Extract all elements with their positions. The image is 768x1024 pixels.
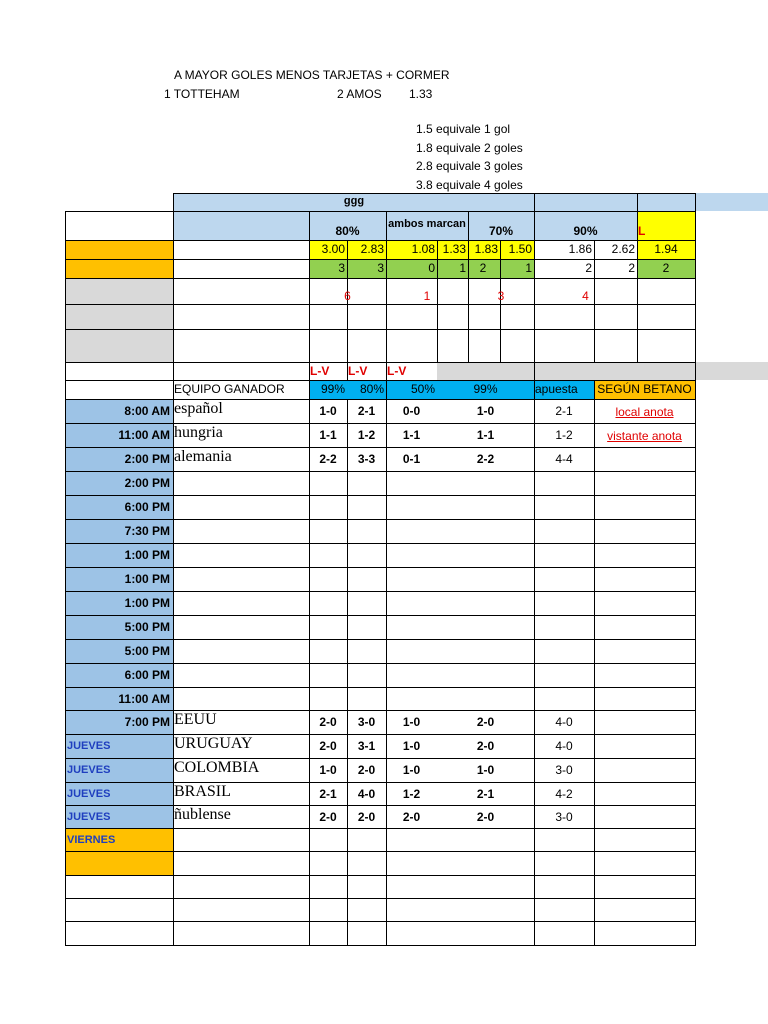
red-total: 1 xyxy=(423,289,431,303)
bet-cell: 4-0 xyxy=(555,715,573,729)
score-cell: 1-0 xyxy=(402,739,421,753)
count-cell: 2 xyxy=(479,261,487,275)
odds-cell: 1.50 xyxy=(508,242,532,256)
bet-cell: 3-0 xyxy=(555,763,573,777)
grey-cell xyxy=(65,329,173,362)
grey-cell xyxy=(65,278,173,304)
odds-cell: 2.62 xyxy=(611,242,635,256)
bet-cell: 4-4 xyxy=(555,452,573,466)
equivalence-line: 2.8 equivale 3 goles xyxy=(416,159,523,173)
score-cell: 1-0 xyxy=(402,715,421,729)
odds-cell: 1.86 xyxy=(568,242,592,256)
score-cell: 3-3 xyxy=(357,452,376,466)
grey-cell xyxy=(65,304,173,329)
time-label: 6:00 PM xyxy=(124,500,170,514)
score-cell: 3-1 xyxy=(357,739,376,753)
odds-cell: 1.94 xyxy=(654,242,678,256)
odds-cell: 1.08 xyxy=(411,242,435,256)
score-cell: 2-0 xyxy=(476,810,495,824)
title-line: A MAYOR GOLES MENOS TARJETAS + CORMER xyxy=(174,68,450,82)
score-cell: 2-2 xyxy=(319,452,337,466)
count-cell: 3 xyxy=(338,261,345,275)
pct-cell: 50% xyxy=(410,382,435,396)
score-cell: 4-0 xyxy=(357,787,376,801)
score-cell: 2-0 xyxy=(476,739,495,753)
time-label: 2:00 PM xyxy=(124,452,170,466)
time-label: 1:00 PM xyxy=(124,548,170,562)
segun-betano-header: SEGÚN BETANO xyxy=(597,382,692,396)
lv-label: L-V xyxy=(310,364,330,378)
count-cell: 1 xyxy=(525,261,532,275)
team-one: 1 TOTTEHAM xyxy=(164,87,240,101)
time-label: 7:00 PM xyxy=(124,715,170,729)
header-fill-right xyxy=(535,193,768,211)
orange-cell xyxy=(65,259,173,278)
time-label: 5:00 PM xyxy=(124,644,170,658)
pct-cell: 99% xyxy=(320,382,345,396)
score-cell: 2-1 xyxy=(476,787,495,801)
score-cell: 2-1 xyxy=(319,787,337,801)
team-name: español xyxy=(174,400,223,417)
score-cell: 2-2 xyxy=(476,452,495,466)
grey-row xyxy=(437,362,768,380)
odds-cell: 1.83 xyxy=(474,242,498,256)
time-label: 1:00 PM xyxy=(124,596,170,610)
equipo-ganador-header: EQUIPO GANADOR xyxy=(174,382,285,396)
time-label: 5:00 PM xyxy=(124,620,170,634)
day-label: JUEVES xyxy=(67,740,111,752)
score-cell: 0-0 xyxy=(402,404,421,418)
apuesta-header: apuesta xyxy=(535,382,578,396)
pct-cell: 99% xyxy=(473,382,498,396)
score-cell: 1-0 xyxy=(476,763,495,777)
team-name: EEUU xyxy=(174,711,217,728)
count-cell: 3 xyxy=(377,261,384,275)
bet-cell: 4-0 xyxy=(555,739,573,753)
score-cell: 2-0 xyxy=(319,739,337,753)
score-cell: 1-0 xyxy=(319,404,337,418)
time-label: 2:00 PM xyxy=(124,476,170,490)
ggg-label: ggg xyxy=(343,195,365,207)
visitante-anota-note: vistante anota xyxy=(607,429,682,443)
score-cell: 2-1 xyxy=(357,404,376,418)
pct90-header: 90% xyxy=(573,224,598,238)
count-cell: 2 xyxy=(585,261,592,275)
score-cell: 1-1 xyxy=(476,428,495,442)
odds-cell: 3.00 xyxy=(321,242,345,256)
bet-cell: 1-2 xyxy=(555,428,573,442)
count-cell: 2 xyxy=(628,261,635,275)
lv-label: L-V xyxy=(387,364,407,378)
time-label: 11:00 AM xyxy=(118,428,170,442)
score-cell: 1-0 xyxy=(476,404,495,418)
count-cell: 1 xyxy=(459,261,466,275)
l-header: L xyxy=(638,224,646,238)
bet-cell: 4-2 xyxy=(555,787,573,801)
score-cell: 2-0 xyxy=(357,810,376,824)
red-total: 6 xyxy=(344,289,351,303)
day-label: JUEVES xyxy=(67,764,111,776)
day-label: JUEVES xyxy=(67,788,111,800)
score-cell: 2-0 xyxy=(402,810,421,824)
red-total: 4 xyxy=(582,289,589,303)
team-name: alemania xyxy=(174,448,232,465)
score-cell: 2-0 xyxy=(319,810,337,824)
score-cell: 1-0 xyxy=(319,763,337,777)
time-label: 8:00 AM xyxy=(124,404,170,418)
local-anota-note: local anota xyxy=(615,405,674,419)
time-label: 6:00 PM xyxy=(124,668,170,682)
time-label: 11:00 AM xyxy=(118,692,170,706)
score-cell: 2-0 xyxy=(476,715,495,729)
bet-cell: 3-0 xyxy=(555,810,573,824)
score-cell: 0-1 xyxy=(402,452,421,466)
score-cell: 1-1 xyxy=(402,428,421,442)
team-two: 2 AMOS xyxy=(337,87,382,101)
odds-cell: 1.33 xyxy=(442,242,466,256)
pct70-header: 70% xyxy=(488,224,514,238)
count-cell: 2 xyxy=(662,261,670,275)
score-cell: 2-0 xyxy=(357,763,376,777)
team-name: ñublense xyxy=(174,806,231,823)
equivalence-line: 3.8 equivale 4 goles xyxy=(416,178,523,192)
score-cell: 1-0 xyxy=(402,763,421,777)
team-name: hungria xyxy=(174,424,223,441)
score-cell: 1-2 xyxy=(402,787,421,801)
bet-cell: 2-1 xyxy=(555,404,573,418)
odds-cell: 2.83 xyxy=(360,242,384,256)
score-cell: 1-1 xyxy=(319,428,337,442)
team-name: BRASIL xyxy=(174,783,231,800)
score-cell: 1-2 xyxy=(357,428,376,442)
equivalence-line: 1.5 equivale 1 gol xyxy=(416,122,511,136)
ambos-marcan-header: ambos marcan xyxy=(388,218,466,230)
count-cell: 0 xyxy=(428,261,435,275)
time-label: 7:30 PM xyxy=(124,524,170,538)
day-label: JUEVES xyxy=(67,811,111,823)
team-name: COLOMBIA xyxy=(174,759,260,776)
orange-cell xyxy=(65,240,173,259)
team-name: URUGUAY xyxy=(174,735,253,752)
lv-label: L-V xyxy=(348,364,368,378)
viernes-label: VIERNES xyxy=(67,834,116,846)
equivalence-line: 1.8 equivale 2 goles xyxy=(416,141,523,155)
score-cell: 3-0 xyxy=(357,715,376,729)
red-total: 3 xyxy=(497,289,505,303)
pct-cell: 80% xyxy=(359,382,384,396)
pct80-header: 80% xyxy=(335,224,360,238)
time-label: 1:00 PM xyxy=(124,572,170,586)
odds-value: 1.33 xyxy=(409,87,433,101)
score-cell: 2-0 xyxy=(319,715,337,729)
